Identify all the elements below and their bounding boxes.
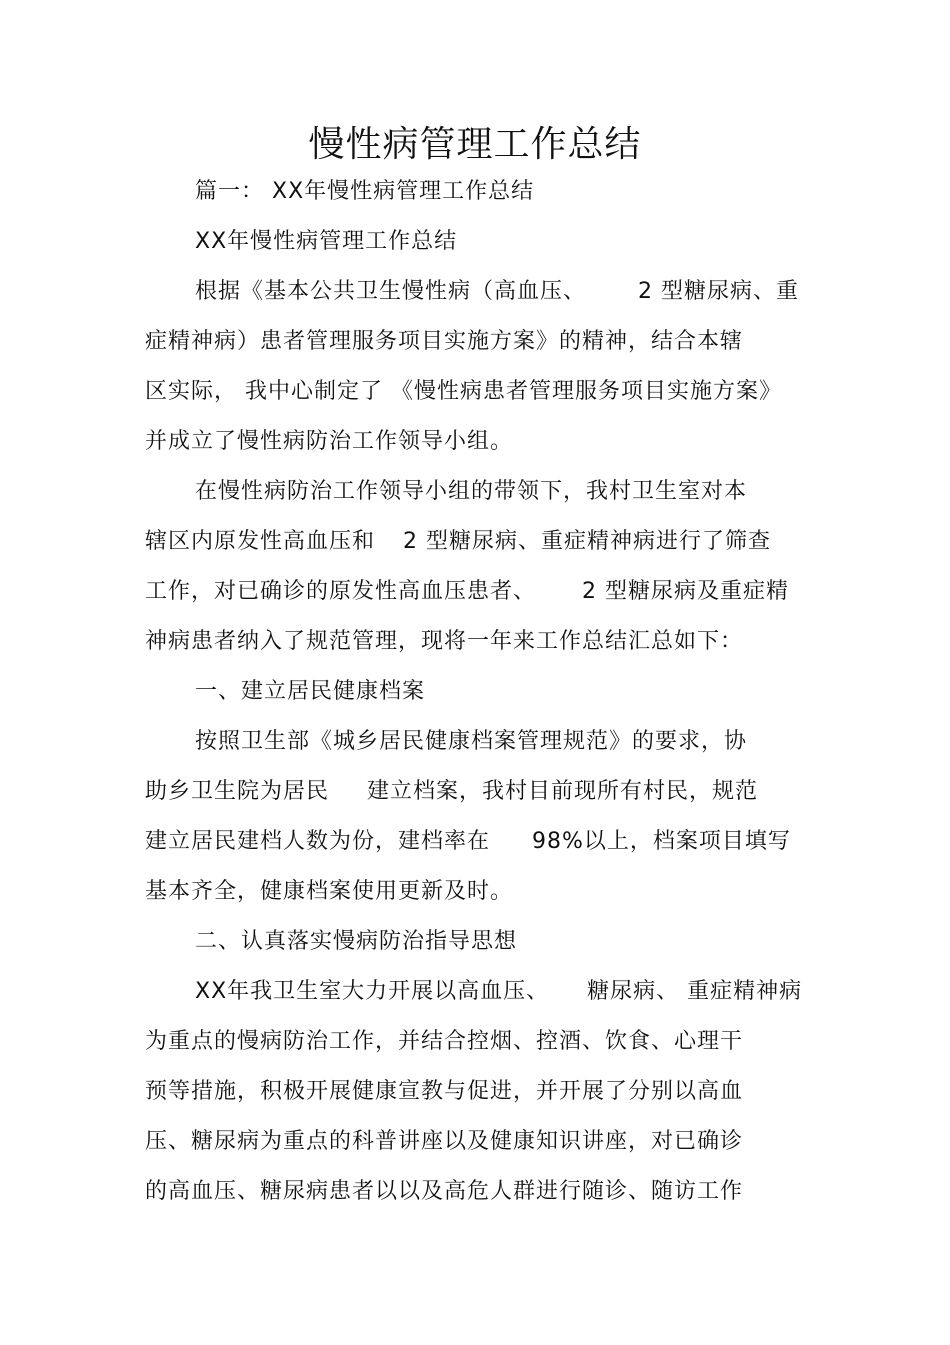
text-segment: 神病患者纳入了规范管理，现将一年来工作总结汇总如下： [145,629,744,654]
text-segment: 的高血压、糖尿病患者以以及高危人群进行随诊、随访工作 [145,1179,744,1204]
paragraph-line [145,1177,743,1207]
section-heading-part-one [195,177,534,207]
text-segment: 基本齐全，健康档案使用更新及时。 [145,879,514,904]
text-segment: 建立档案，我村目前现所有村民，规范 [367,779,759,804]
paragraph-line [145,1077,743,1107]
text-segment: 预等措施，积极开展健康宣教与促进，并开展了分别以高血 [145,1079,744,1104]
paragraph-line [195,977,802,1007]
paragraph-line [145,377,782,407]
paragraph-line [145,327,743,357]
text-segment: 建立居民建档人数为份，建档率在 [145,829,491,854]
text-segment: 98%以上，档案项目填写 [532,829,791,854]
paragraph-line [195,477,747,507]
text-segment: 按照卫生部《城乡居民健康档案管理规范》的要求，协 [195,729,748,754]
section-heading [195,677,425,707]
paragraph-line [145,527,771,557]
text-segment: 2 型糖尿病、重 [638,279,800,304]
text-segment: XX年我卫生室大力开展以高血压、 [195,979,550,1004]
text-segment: 助乡卫生院为居民 [145,779,330,804]
text-segment: 一、建立居民健康档案 [195,679,426,704]
paragraph-line [145,777,758,807]
text-segment: 篇一： XX年慢性病管理工作总结 [195,179,535,204]
text-segment: 在慢性病防治工作领导小组的带领下，我村卫生室对本 [195,479,748,504]
text-segment: 工作，对已确诊的原发性高血压患者、 [145,579,537,604]
text-segment: 辖区内原发性高血压和 [145,529,376,554]
paragraph-line [145,877,513,907]
text-segment: 症精神病）患者管理服务项目实施方案》的精神，结合本辖 [145,329,744,354]
paragraph-line [145,1127,743,1157]
paragraph-line [195,277,799,307]
section-heading [195,927,517,957]
text-segment: 区实际， 我中心制定了 《慢性病患者管理服务项目实施方案》 [145,379,782,404]
text-segment: 并成立了慢性病防治工作领导小组。 [145,429,514,454]
paragraph-line [145,827,791,857]
text-segment: 根据《基本公共卫生慢性病（高血压、 [195,279,587,304]
text-segment: 为重点的慢病防治工作，并结合控烟、控酒、饮食、心理干 [145,1029,744,1054]
paragraph-line [145,1027,743,1057]
text-segment: 二、认真落实慢病防治指导思想 [195,929,518,954]
text-segment: 2 型糖尿病、重症精神病进行了筛查 [403,529,772,554]
paragraph-line [145,577,789,607]
text-segment: XX年慢性病管理工作总结 [195,229,458,254]
paragraph-line [195,727,747,757]
subtitle-line [195,227,457,257]
document-title: 慢性病管理工作总结 [308,124,642,165]
paragraph-line [145,427,513,457]
text-segment: 压、糖尿病为重点的科普讲座以及健康知识讲座，对已确诊 [145,1129,744,1154]
text-segment: 糖尿病、 重症精神病 [587,979,803,1004]
text-segment: 2 型糖尿病及重症精 [582,579,790,604]
paragraph-line [145,627,743,657]
